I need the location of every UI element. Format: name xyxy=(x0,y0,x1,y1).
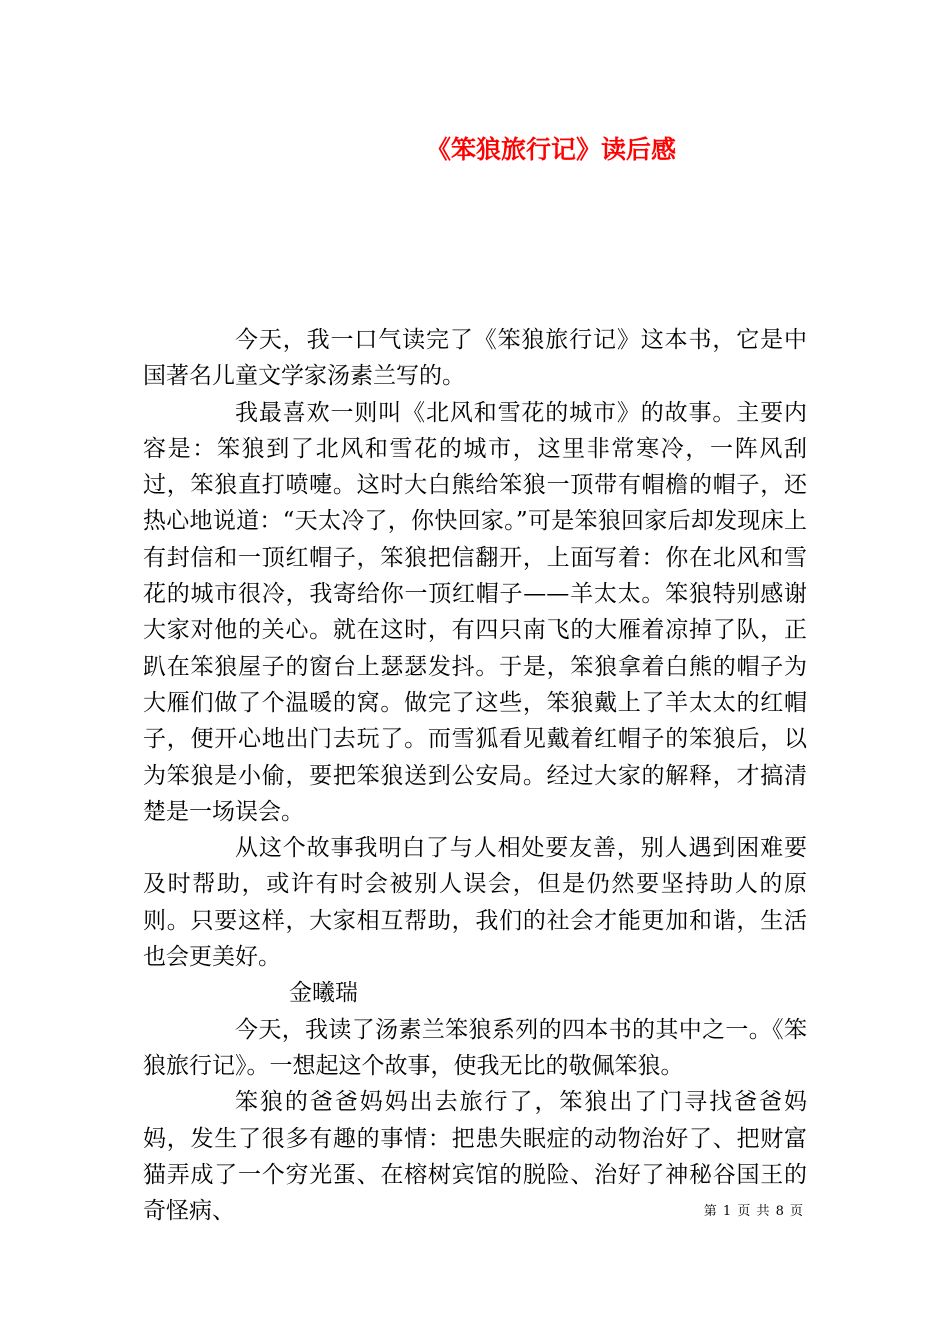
author-name: 金曦瑞 xyxy=(289,980,358,1007)
page-title: 《笨狼旅行记》读后感 xyxy=(425,135,676,164)
paragraph-lesson: 从这个故事我明白了与人相处要友善，别人遇到困难要及时帮助，或许有时会被别人误会，但是仍然要坚持助人的原则。只要这样，大家相互帮助，我们的社会才能更加和谐，生活也会更美好。 xyxy=(143,835,807,971)
paragraph-intro: 今天，我一口气读完了《笨狼旅行记》这本书，它是中国著名儿童文学家汤素兰写的。 xyxy=(143,327,807,390)
paragraph-favorite-story: 我最喜欢一则叫《北风和雪花的城市》的故事。主要内容是：笨狼到了北风和雪花的城市，这里非常寒冷，一阵风刮过，笨狼直打喷嚏。这时大白熊给笨狼一顶带有帽檐的帽子，还热心地说道：“天太冷了，你快回家。”可是笨狼回家后却发现床上有封信和一顶红帽子，笨狼把信翻开，上面写着：你在北风和雪花的城市很冷，我寄给你一顶红帽子——羊太太。笨狼特别感谢大家对他的关心。就在这时，有四只南飞的大雁着凉掉了队，正趴在笨狼屋子的窗台上瑟瑟发抖。于是，笨狼拿着白熊的帽子为大雁们做了个温暖的窝。做完了这些，笨狼戴上了羊太太的红帽子，便开心地出门去玩了。而雪狐看见戴着红帽子的笨狼后，以为笨狼是小偷，要把笨狼送到公安局。经过大家的解释，才搞清楚是一场误会。 xyxy=(143,399,807,825)
document-body xyxy=(143,322,807,1229)
page-number: 第 1 页 共 8 页 xyxy=(703,1204,804,1219)
paragraph-second-essay-story: 笨狼的爸爸妈妈出去旅行了，笨狼出了门寻找爸爸妈妈，发生了很多有趣的事情：把患失眠症的动物治好了、把财富猫弄成了一个穷光蛋、在榕树宾馆的脱险、治好了神秘谷国王的奇怪病、 xyxy=(143,1089,807,1225)
paragraph-second-essay-intro: 今天，我读了汤素兰笨狼系列的四本书的其中之一。《笨狼旅行记》。一想起这个故事，使我无比的敬佩笨狼。 xyxy=(143,1016,807,1079)
